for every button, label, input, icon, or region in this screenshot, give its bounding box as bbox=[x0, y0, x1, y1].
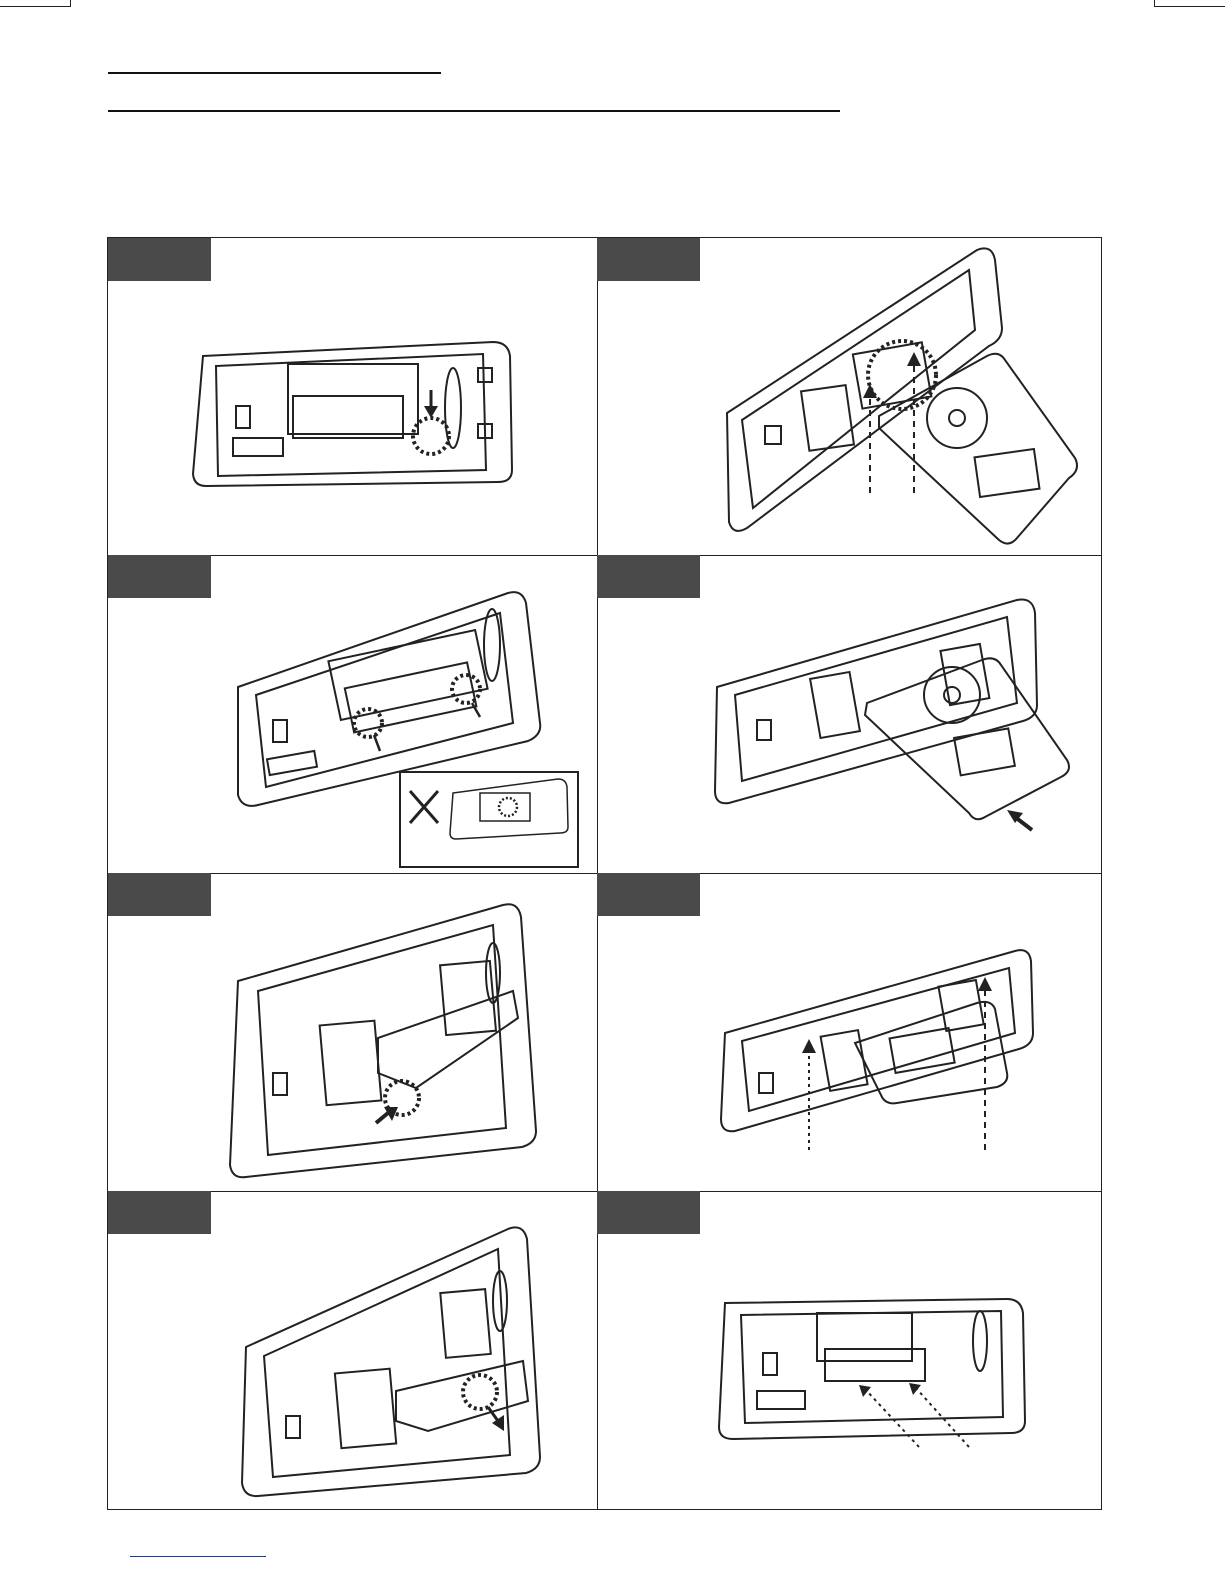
dotted-highlight-circle bbox=[463, 1375, 497, 1409]
step-panel-5 bbox=[108, 873, 597, 1191]
arrow-icon bbox=[863, 384, 877, 398]
heading-rule-long bbox=[108, 110, 840, 112]
arrow-icon bbox=[909, 1383, 921, 1395]
faceplate-release-illustration bbox=[108, 238, 597, 555]
instruction-grid bbox=[107, 237, 1102, 1510]
bracket-refit-illustration bbox=[597, 1191, 1103, 1511]
player-seat-illustration bbox=[597, 555, 1103, 873]
arrow-icon bbox=[907, 352, 921, 366]
arrow-icon bbox=[978, 977, 992, 991]
step-panel-4 bbox=[597, 555, 1103, 873]
step-panel-7 bbox=[108, 1191, 597, 1511]
dotted-highlight-circle bbox=[868, 341, 936, 409]
incorrect-example-box bbox=[400, 772, 578, 867]
crop-mark-right bbox=[1154, 0, 1225, 7]
step-panel-6 bbox=[597, 873, 1103, 1191]
bracket-slide-illustration bbox=[108, 873, 597, 1191]
step-panel-1 bbox=[108, 238, 597, 555]
heading-rule-short bbox=[108, 72, 441, 74]
arrow-icon bbox=[802, 1039, 816, 1053]
player-insert-illustration bbox=[597, 238, 1103, 555]
player-lock-illustration bbox=[597, 873, 1103, 1191]
crop-mark-left bbox=[0, 0, 71, 7]
step-panel-8 bbox=[597, 1191, 1103, 1511]
bracket-release-illustration bbox=[108, 1191, 597, 1511]
step-panel-2 bbox=[597, 238, 1103, 555]
bracket-remove-illustration bbox=[108, 555, 597, 873]
footer-link-rule bbox=[130, 1556, 266, 1557]
arrow-icon bbox=[424, 406, 438, 418]
arrow-icon bbox=[859, 1385, 871, 1397]
step-panel-3 bbox=[108, 555, 597, 873]
